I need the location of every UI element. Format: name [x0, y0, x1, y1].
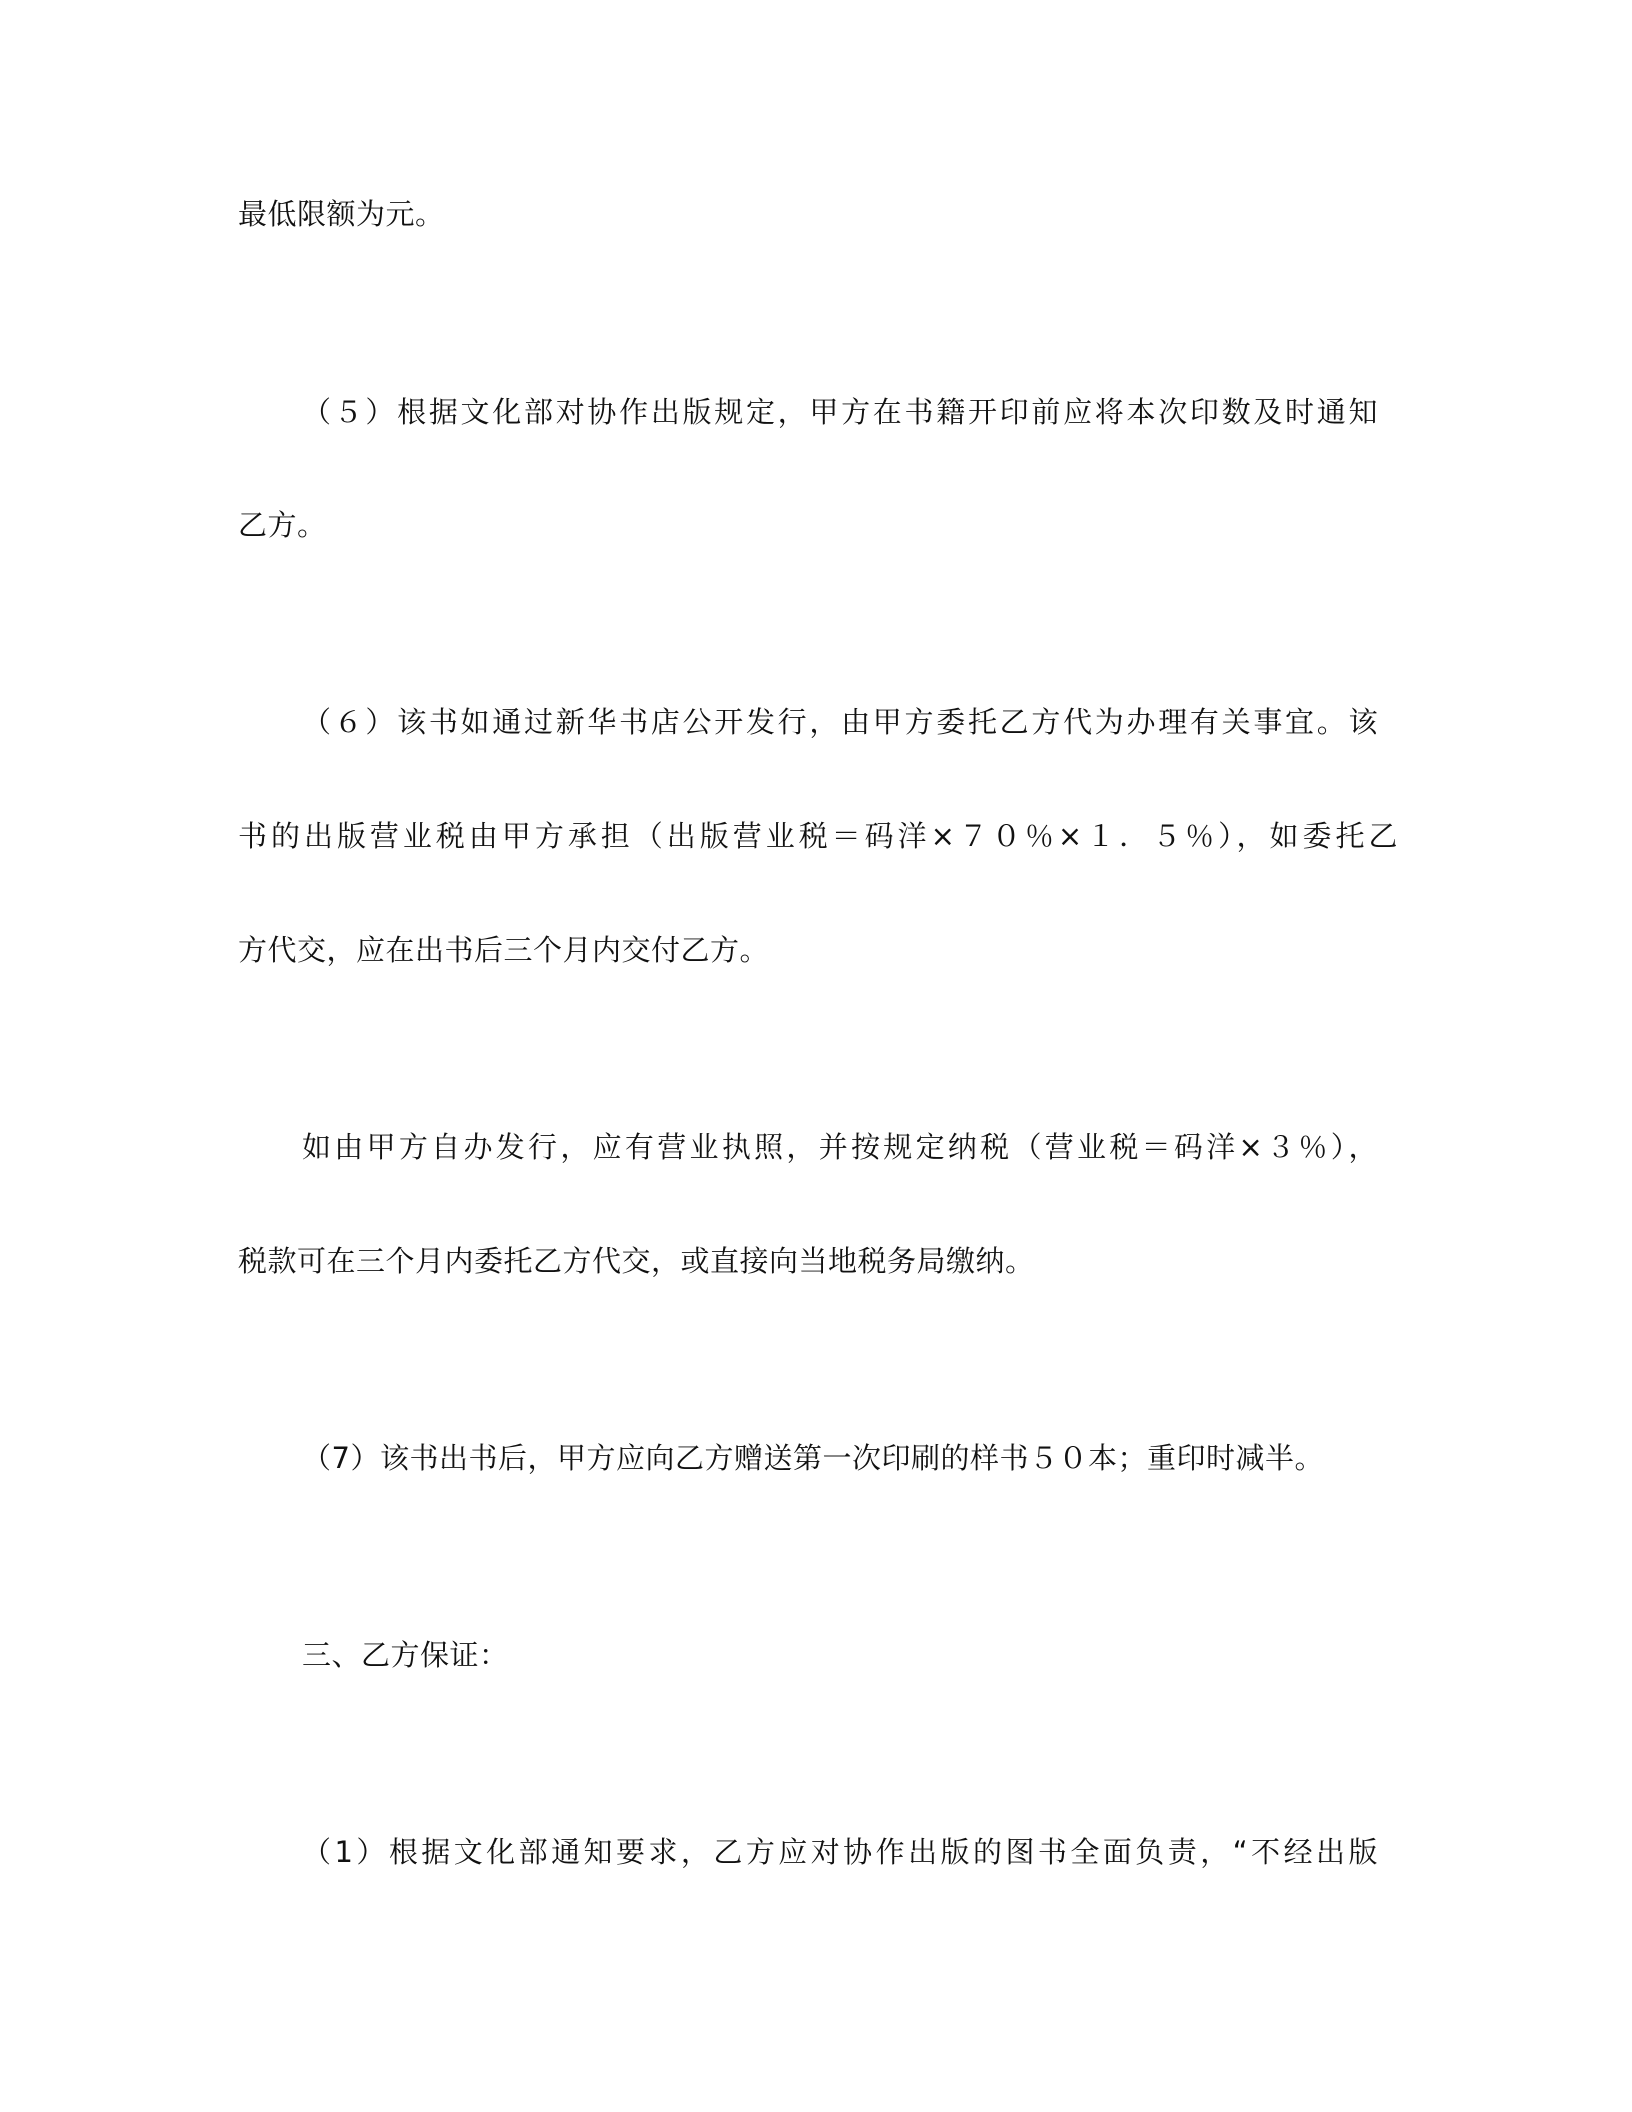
text-line-guarantee-clause-1: （1）根据文化部通知要求，乙方应对协作出版的图书全面负责，“不经出版: [302, 1835, 1378, 1869]
text-line-minimum-amount: 最低限额为元。: [238, 197, 445, 231]
text-line-self-distribution-part-1: 如由甲方自办发行，应有营业执照，并按规定纳税（营业税＝码洋×３％），: [302, 1130, 1378, 1164]
section-heading-party-b-guarantee: 三、乙方保证：: [302, 1638, 509, 1672]
text-line-clause-5-part-2: 乙方。: [238, 508, 327, 542]
text-line-clause-6-part-3: 方代交，应在出书后三个月内交付乙方。: [238, 933, 770, 967]
text-line-clause-7: （7）该书出书后，甲方应向乙方赠送第一次印刷的样书５０本；重印时减半。: [302, 1441, 1324, 1475]
text-line-clause-6-part-1: （６）该书如通过新华书店公开发行，由甲方委托乙方代为办理有关事宜。该: [302, 705, 1378, 739]
text-line-clause-5-part-1: （５）根据文化部对协作出版规定，甲方在书籍开印前应将本次印数及时通知: [302, 395, 1378, 429]
text-line-clause-6-part-2: 书的出版营业税由甲方承担（出版营业税＝码洋×７０％×１．５％），如委托乙: [238, 819, 1398, 853]
text-line-self-distribution-part-2: 税款可在三个月内委托乙方代交，或直接向当地税务局缴纳。: [238, 1244, 1035, 1278]
